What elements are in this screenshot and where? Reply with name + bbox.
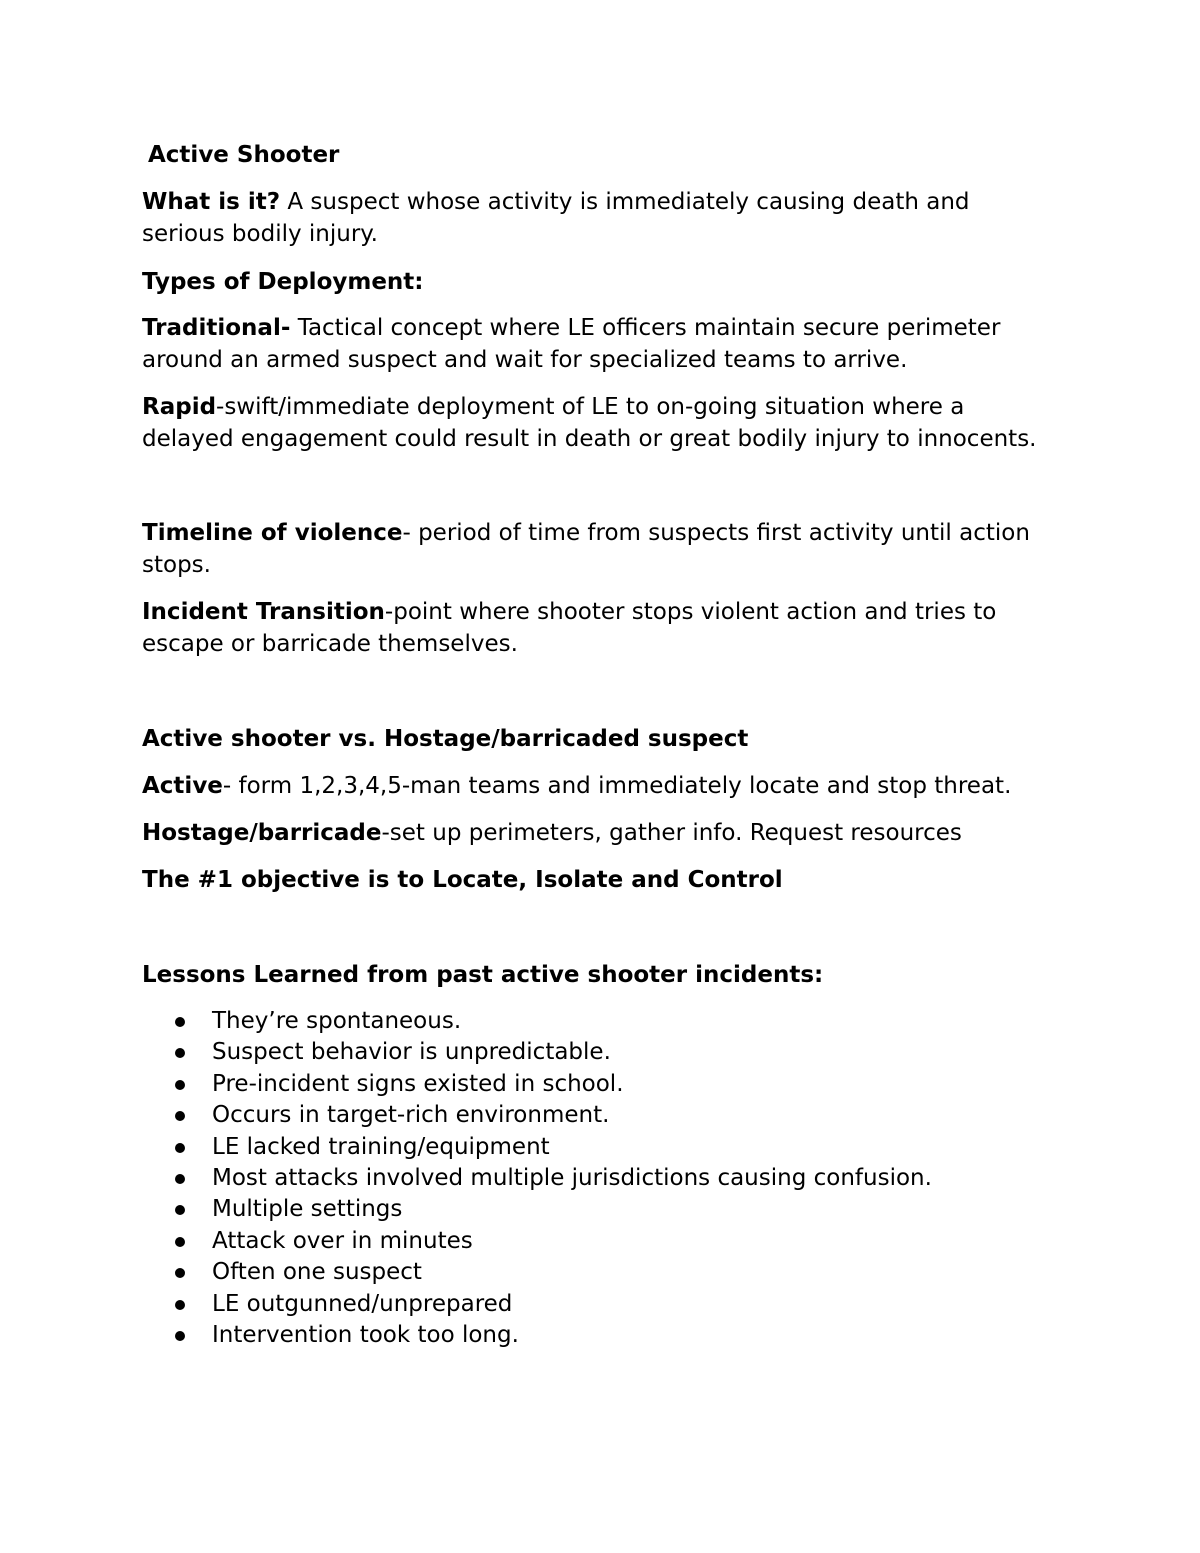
list-item: Suspect behavior is unpredictable. <box>142 1037 932 1068</box>
incident-transition-paragraph: Incident Transition-point where shooter stops violent action and tries to <box>142 599 997 625</box>
timeline-label: Timeline of violence <box>142 520 403 546</box>
what-is-it-label: What is it? <box>142 189 281 215</box>
bullet-icon <box>175 1111 185 1121</box>
list-item: They’re spontaneous. <box>142 1006 932 1037</box>
bullet-icon <box>175 1080 185 1090</box>
lessons-heading: Lessons Learned from past active shooter incidents: <box>142 962 824 988</box>
timeline-continuation: stops. <box>142 552 211 578</box>
bullet-icon <box>175 1048 185 1058</box>
rapid-paragraph: Rapid-swift/immediate deployment of LE to on-going situation where a <box>142 394 965 420</box>
objective-statement: The #1 objective is to Locate, Isolate and Control <box>142 867 783 893</box>
list-item: Attack over in minutes <box>142 1226 932 1257</box>
comparison-heading: Active shooter vs. Hostage/barricaded suspect <box>142 726 749 752</box>
lessons-list <box>142 1006 932 1351</box>
bullet-icon <box>175 1331 185 1341</box>
list-item: LE outgunned/unprepared <box>142 1289 932 1320</box>
list-item: Pre-incident signs existed in school. <box>142 1069 932 1100</box>
bullet-icon <box>175 1205 185 1215</box>
document-title: Active Shooter <box>148 142 340 168</box>
bullet-icon <box>175 1268 185 1278</box>
bullet-icon <box>175 1143 185 1153</box>
active-label: Active <box>142 773 223 799</box>
rapid-continuation: delayed engagement could result in death or great bodily injury to innocents. <box>142 426 1037 452</box>
list-item: Multiple settings <box>142 1194 932 1225</box>
bullet-icon <box>175 1017 185 1027</box>
hostage-label: Hostage/barricade <box>142 820 382 846</box>
traditional-continuation: around an armed suspect and wait for specialized teams to arrive. <box>142 347 908 373</box>
incident-transition-label: Incident Transition <box>142 599 385 625</box>
bullet-icon <box>175 1174 185 1184</box>
list-item: Occurs in target-rich environment. <box>142 1100 932 1131</box>
hostage-paragraph: Hostage/barricade-set up perimeters, gather info. Request resources <box>142 820 962 846</box>
list-item: Often one suspect <box>142 1257 932 1288</box>
incident-transition-continuation: escape or barricade themselves. <box>142 631 518 657</box>
list-item: Most attacks involved multiple jurisdictions causing confusion. <box>142 1163 932 1194</box>
active-paragraph: Active- form 1,2,3,4,5-man teams and immediately locate and stop threat. <box>142 773 1012 799</box>
what-is-it-continuation: serious bodily injury. <box>142 221 378 247</box>
list-item: LE lacked training/equipment <box>142 1132 932 1163</box>
traditional-paragraph: Traditional- Tactical concept where LE officers maintain secure perimeter <box>142 315 1001 341</box>
bullet-icon <box>175 1300 185 1310</box>
rapid-label: Rapid <box>142 394 217 420</box>
types-of-deployment-heading: Types of Deployment: <box>142 269 424 295</box>
traditional-label: Traditional- <box>142 315 291 341</box>
what-is-it-paragraph: What is it? A suspect whose activity is immediately causing death and <box>142 189 970 215</box>
bullet-icon <box>175 1237 185 1247</box>
timeline-paragraph: Timeline of violence- period of time from suspects first activity until action <box>142 520 1030 546</box>
list-item: Intervention took too long. <box>142 1320 932 1351</box>
